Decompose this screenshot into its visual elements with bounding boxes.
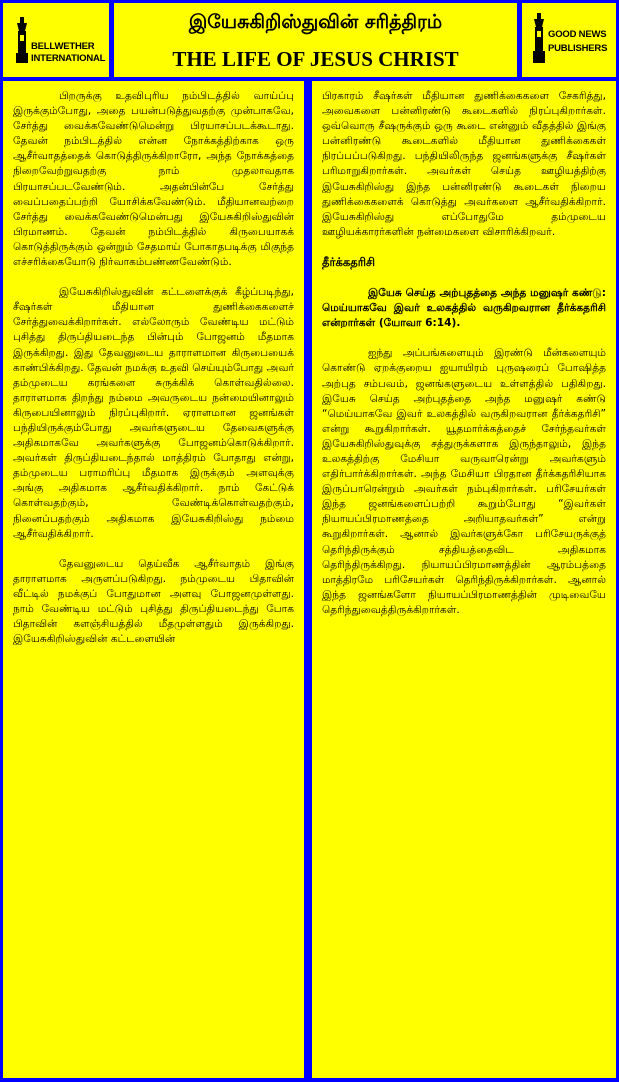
title-english: THE LIFE OF JESUS CHRIST (172, 47, 459, 71)
paragraph: பிறருக்கு உதவிபுரிய நம்பிடத்தில் வாய்ப்பு இருக்கும்போது, அதை பயன்படுத்துவதற்கு முன்பாகவே, சேர்த்து வைக்கவேண்டுமென்று பிரயாசப்படக்கூடாது. தேவன் நம்பிடத்தில் என்ன நோக்கத்திற்காக ஒரு ஆசீர்வாதத்தைக் கொடுத்திருக்கிறாரோ, அந்த நோக்கத்தை நிறைவேற்றுவதற்கு நாம் முதலாவதாக பிரயாசப்படவேண்டும். அதன்பின்பே சேர்த்து வைப்பதைப்பற்றி யோசிக்கவேண்டும். மீதியானவற்றை சேர்த்து வைக்கவேண்டுமென்பது இயேசுகிறிஸ்துவின் பிரமாணம். தேவன் நம்பிடத்தில் கிருபையாகக் கொடுத்திருக்கும் ஒன்றும் சேதமாய் போகாதபடிக்கு மிகுந்த எச்சரிக்கையோடு நிர்வாகம்பண்ணவேண்டும். (13, 90, 294, 269)
paragraph: ஐந்து அப்பங்களையும் இரண்டு மீன்களையும் கொண்டு ஏறக்குறைய ஐயாயிரம் புருஷரைப் போஷித்த அற்புத சம்பவம், ஜனங்களுடைய உள்ளத்தில் பதிகிறது. இயேசு செய்த அற்புதத்தை அந்த மனுஷர் கண்டு “மெய்யாகவே இவர் உலகத்தில் வருகிறவரான தீர்க்கதரிசி” என்று கூறுகிறார்கள். யூதமார்க்கத்தைச் சேர்ந்தவர்கள் இயேசுகிறிஸ்துவுக்கு சத்துருக்களாக இருந்தாலும், இந்த உலகத்திற்கு மேசியா வருவாரென்று அவர்களும் எதிர்பார்க்கிறார்கள். அந்த மேசியா பிரதான தீர்க்கதரிசியாக இருப்பாரென்றும் அவர்கள் நம்புகிறார்கள். பரிசேயர்கள் இந்த ஜனங்களைப்பற்றி கூறும்போது “இவர்கள் நியாயப்பிரமாணத்தை அறியாதவர்கள்” என்று கூறுகிறார்கள். ஆனால் இவர்களுக்கோ பரிசேயருக்குத் தெரிந்திருக்கும் சத்தியத்தைவிட அதிகமாக தெரிந்திருக்கிறது. நியாயப்பிரமாணத்தின் ஆரம்பத்தை மாத்திரமே பரிசேயர்கள் தெரிந்திருக்கிறார்கள். ஆனால் இந்த ஜனங்களோ நியாயப்பிரமாணத்தின் முடிவையே தெரிந்துவைத்திருக்கிறார்கள். (322, 347, 606, 616)
section-heading: தீர்க்கதரிசி (322, 254, 375, 269)
bible-verse: இயேசு செய்த அற்புதத்தை அந்த மனுஷர் கண்டு: மெய்யாகவே இவர் உலகத்தில் வருகிறவரான தீர்க்கதரிசி என்றார்கள் (யோவா 6:14). (322, 287, 606, 330)
logo-right-line1: GOOD NEWS (548, 29, 607, 40)
publisher-logo-right (522, 3, 616, 77)
publisher-logo-left (3, 3, 109, 77)
left-column-text (13, 89, 294, 662)
logo-left-line1: BELLWETHER (31, 41, 95, 52)
title-tamil: இயேசுகிறிஸ்துவின் சரித்திரம் (188, 11, 443, 33)
bell-tower-icon (15, 17, 29, 63)
paragraph: தேவனுடைய தெய்வீக ஆசீர்வாதம் இங்கு தாராளமாக அருளப்படுகிறது. நம்முடைய பிதாவின் வீட்டில் நமக்குப் போதுமான அளவு போஜனமுள்ளது. நாம் வேண்டிய மட்டும் புசித்து திருப்தியடைந்து போக பிதாவின் களஞ்சியத்தில் மீதமுள்ளதும் இருக்கிறது. இயேசுகிறிஸ்துவின் கட்டளையின் (13, 557, 294, 646)
bell-tower-icon (532, 13, 546, 63)
title-banner (114, 3, 517, 77)
right-column (312, 81, 616, 1078)
paragraph: பிரகாரம் சீஷர்கள் மீதியான துணிக்கைகளை சேகரித்து, அவைகளை பன்னிரண்டு கூடைகளில் நிரப்புகிறார்கள். ஒவ்வொரு சீஷருக்கும் ஒரு கூடை என்னும் வீதத்தில் இங்கு பன்னிரண்டு கூடைகளில் மீதியான துணிக்கைகள் நிரப்பப்படுகிறது. பந்தியிலிருந்த ஜனங்களுக்கு சீஷர்கள் பரிமாறுகிறார்கள். அவர்கள் செய்த ஊழியத்திற்கு இயேசுகிறிஸ்து இந்த பன்னிரண்டு கூடைகள் நிறைய துணிக்கைகளைக் கொடுத்து அவர்களை ஆசீர்வதிக்கிறார். இயேசுகிறிஸ்து எப்போதுமே தம்முடைய ஊழியக்காரர்களின் நன்மைகளை விசாரிக்கிறவர். (322, 90, 606, 238)
logo-left-line2: INTERNATIONAL (31, 53, 106, 64)
paragraph: இயேசுகிறிஸ்துவின் கட்டளைக்குக் கீழ்ப்படிந்து, சீஷர்கள் மீதியான துணிக்கைகளைச் சேர்த்துவைக்கிறார்கள். எல்லோரும் வேண்டிய மட்டும் புசித்து திருப்தியடைந்த பின்பும் போஜனம் மீதமாக இருக்கிறது. இது தேவனுடைய தாராளமான கிருபையைக் காண்பிக்கிறது. தேவன் நமக்கு உதவி செய்யும்போது அவர் தம்முடைய கரங்களை சுருக்கிக் கொள்வதில்லை. தாராளமாக திறந்து நம்மை அவருடைய நன்மையினாலும் கிருபையினாலும் நிரப்புகிறார். ஏராளமான ஜனங்கள் பந்தியிருக்கும்போது அவர்களுடைய தேவைகளுக்கு அதிகமாகவே அவர்களுக்கு போஜனம்கொடுக்கிறார். அவர்கள் திருப்தியடைந்தால் மாத்திரம் போதாது என்று, தம்முடைய பராமரிப்பு மீதமாக இருக்கும் அளவுக்கு அங்கு அதிகமாக ஆசீர்வதிக்கிறார். நாம் கேட்டுக் கொள்வதற்கும், வேண்டிக்கொள்வதற்கும், நினைப்பதற்கும் அதிகமாக இயேசுகிறிஸ்து நம்மை ஆசீர்வதிக்கிறார். (13, 286, 294, 540)
logo-right-line2: PUBLISHERS (548, 43, 608, 54)
left-column (3, 81, 304, 1078)
right-column-text (322, 89, 606, 633)
